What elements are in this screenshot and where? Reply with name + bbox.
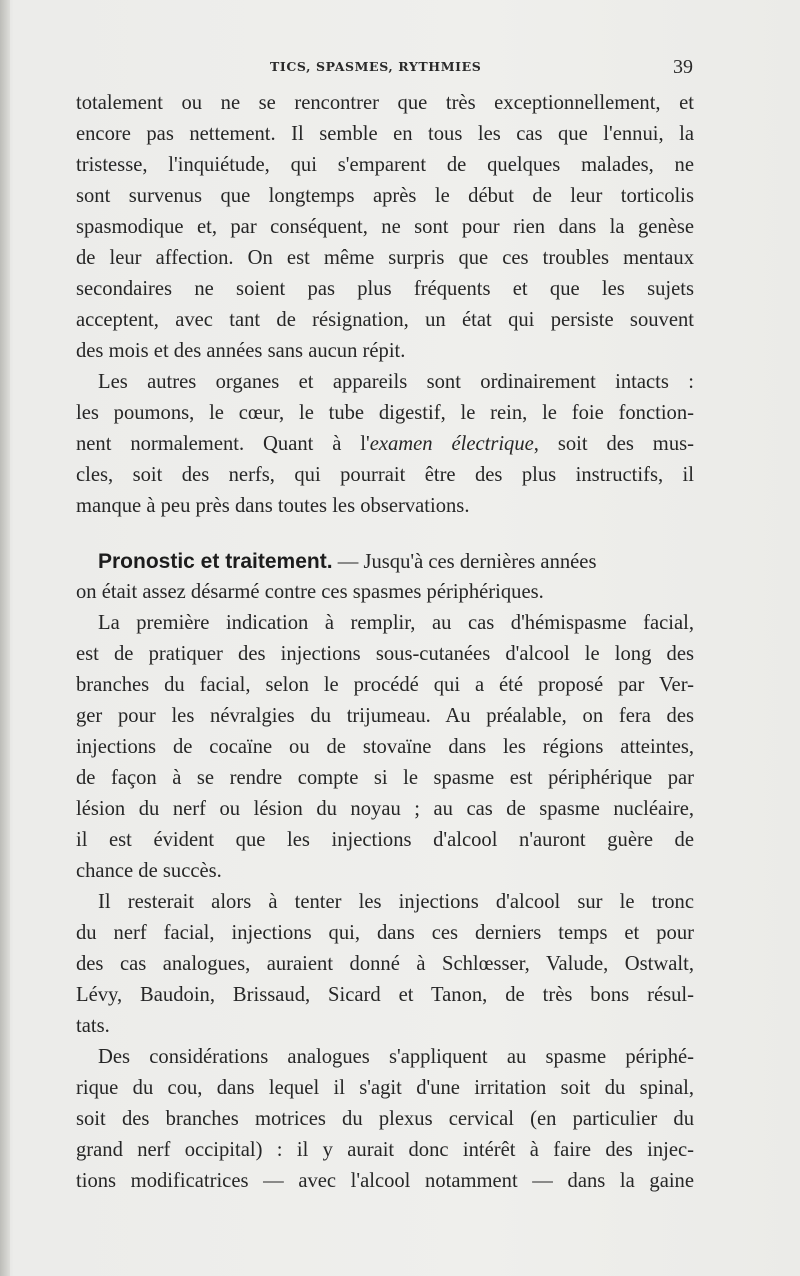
text-line: tions modificatrices — avec l'alcool notamment — dans la gaine [76,1170,694,1192]
text-line: sont survenus que longtemps après le début de leur torticolis [76,185,694,207]
text-line: il est évident que les injections d'alcool n'auront guère de [76,829,694,851]
paragraph [76,608,694,887]
text-line [76,546,694,577]
text-line: cles, soit des nerfs, qui pourrait être des plus instructifs, il [76,464,694,486]
paragraph [76,546,694,608]
paragraph [76,887,694,1042]
section-gap [76,522,694,546]
body-text [76,88,694,1197]
text-line: on était assez désarmé contre ces spasmes périphériques. [76,581,544,603]
text-fragment: nent normalement. Quant à l' [76,433,370,455]
page-header [0,56,800,79]
text-line: spasmodique et, par conséquent, ne sont pour rien dans la genèse [76,216,694,238]
text-line: des mois et des années sans aucun répit. [76,340,406,362]
text-line: des cas analogues, auraient donné à Schlœsser, Valude, Ostwalt, [76,953,694,975]
text-line: de leur affection. On est même surpris que ces troubles mentaux [76,247,694,269]
text-line: acceptent, avec tant de résignation, un état qui persiste souvent [76,309,694,331]
text-line: Il resterait alors à tenter les injections d'alcool sur le tronc [98,891,694,913]
page-number: 39 [673,56,693,78]
text-line: Lévy, Baudoin, Brissaud, Sicard et Tanon, de très bons résul- [76,984,694,1006]
text-line: Des considérations analogues s'appliquent au spasme périphé- [98,1046,694,1068]
paragraph [76,1042,694,1197]
text-line: du nerf facial, injections qui, dans ces derniers temps et pour [76,922,694,944]
italic-term: examen électrique [369,433,534,455]
text-line: lésion du nerf ou lésion du noyau ; au cas de spasme nucléaire, [76,798,694,820]
text-line: tristesse, l'inquiétude, qui s'emparent de quelques malades, ne [76,154,694,176]
paragraph [76,88,694,367]
text-fragment: , soit des mus- [533,433,694,455]
paragraph [76,367,694,522]
text-line: les poumons, le cœur, le tube digestif, le rein, le foie fonction- [76,402,694,424]
text-line: secondaires ne soient pas plus fréquents et que les sujets [76,278,694,300]
running-title: TICS, SPASMES, RYTHMIES [270,59,482,74]
text-line: branches du facial, selon le procédé qui a été proposé par Ver- [76,674,694,696]
text-line: est de pratiquer des injections sous-cutanées d'alcool le long des [76,643,694,665]
section-heading: Pronostic et traitement. [98,550,333,573]
text-line: La première indication à remplir, au cas d'hémispasme facial, [98,612,694,634]
text-line: injections de cocaïne ou de stovaïne dans les régions atteintes, [76,736,694,758]
text-line: encore pas nettement. Il semble en tous les cas que l'ennui, la [76,123,694,145]
text-line: totalement ou ne se rencontrer que très exceptionnellement, et [76,92,694,114]
text-line: manque à peu près dans toutes les observations. [76,495,470,517]
page-binding-shadow [0,0,10,1276]
text-line: tats. [76,1015,110,1037]
text-line: de façon à se rendre compte si le spasme est périphérique par [76,767,694,789]
text-line: grand nerf occipital) : il y aurait donc intérêt à faire des injec- [76,1139,694,1161]
text-line: rique du cou, dans lequel il s'agit d'une irritation soit du spinal, [76,1077,694,1099]
text-fragment: — Jusqu'à ces dernières années [332,551,597,573]
text-line: soit des branches motrices du plexus cervical (en particulier du [76,1108,694,1130]
text-line: Les autres organes et appareils sont ordinairement intacts : [98,371,694,393]
text-line: ger pour les névralgies du trijumeau. Au préalable, on fera des [76,705,694,727]
text-line [76,429,694,460]
text-line: chance de succès. [76,860,222,882]
